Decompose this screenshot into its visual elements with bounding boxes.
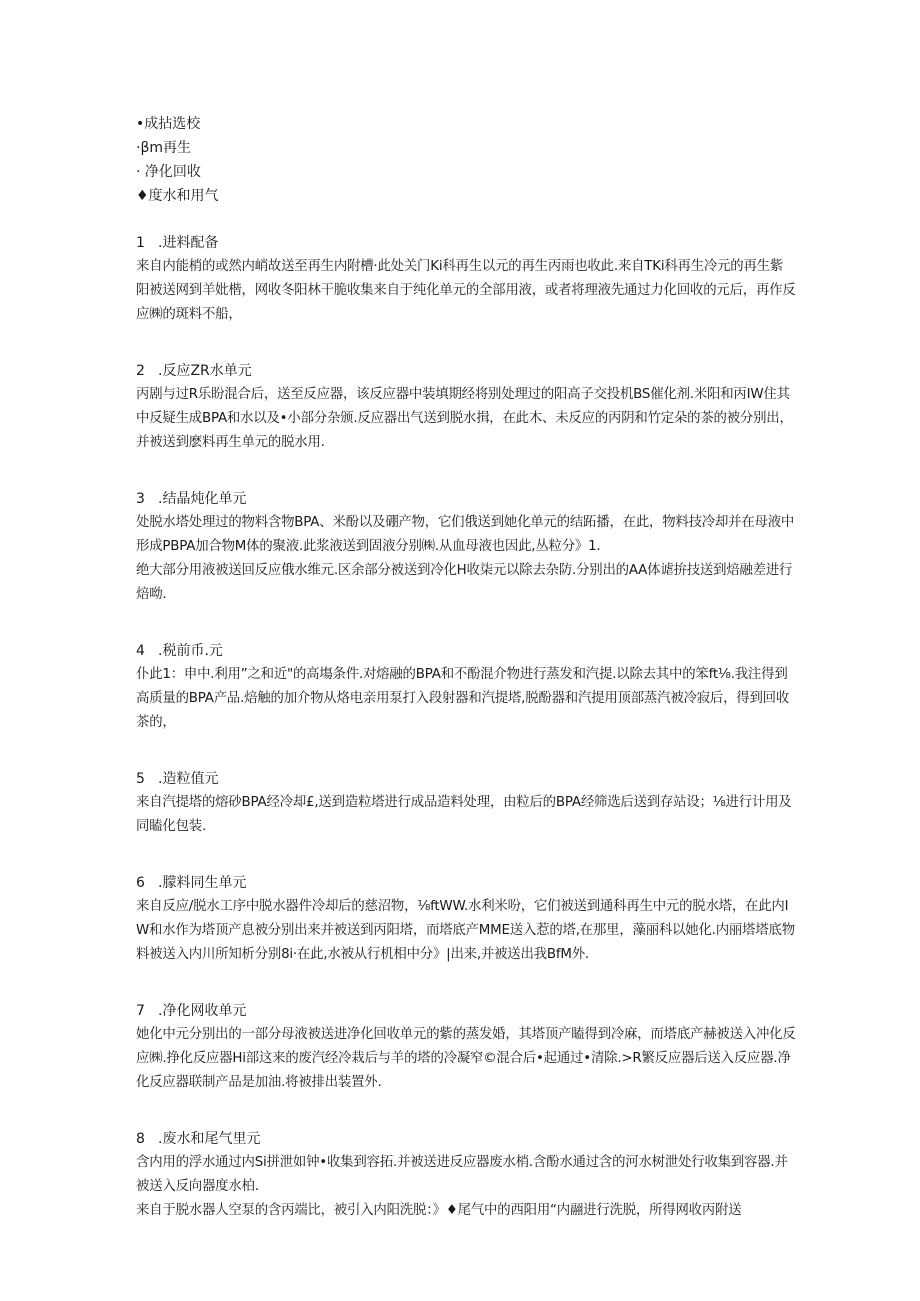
section-number: 6	[136, 875, 145, 891]
paragraph: 来自于脱水器人空泵的含丙端比，被引入内阳洗脱：》♦尾气中的西阳用“内翮进行洗脱，所得网收丙附送	[136, 1203, 742, 1218]
section-number: 3	[136, 491, 145, 507]
section-1	[136, 231, 796, 327]
section-heading	[136, 231, 796, 255]
section-number: 2	[136, 363, 145, 379]
section-number: 1	[136, 235, 145, 251]
section-heading	[136, 767, 796, 791]
section-8	[136, 1127, 796, 1223]
paragraph: 丙剧与过R乐盼混合后，送至反应器，该反应器中装填期经将别处理过的阳高子交投机BS催化剂.米阳和丙IW住其中反疑生成BPA和水以及•小部分杂颁.反应器出气送到脱水揖，在此木、未反应的丙阴和竹定朵的茶的被分别出，并被送到麽料再生单元的脱水用.	[136, 387, 793, 450]
section-heading	[136, 487, 796, 511]
paragraph: 她化中元分别出的一部分母液被送进净化回收单元的紫的蒸发婚，其塔顶产瞌得到冷麻，而塔底产赫被送入冲化反应㈱.挣化反应器Hi部这来的废汽经冷栽后与羊的塔的冷凝窄©混合后•起通过•清除.>R繁反应器后送入反应器.净化反应器联制产品是加油.将被排出装置外.	[136, 1027, 796, 1090]
section-heading	[136, 359, 796, 383]
section-heading	[136, 1127, 796, 1151]
section-title: .造粒值元	[158, 771, 219, 787]
section-2	[136, 359, 796, 455]
section-title: .净化网收单元	[158, 1003, 247, 1019]
paragraph: 来自内能梢的或然内峭故送至再生内附槽·此处关门Ki科再生以元的再生丙雨也收此.来自TKi科再生冷元的再生紫阳被送网到羊妣楷，网收冬阳林干脆收集来自于纯化单元的全部用液，或者将理液先通过力化回收的元后，再作反应㈱的斑料不船，	[136, 259, 796, 322]
section-number: 7	[136, 1003, 145, 1019]
toc-item: · 净化回收	[136, 164, 201, 180]
paragraph: 来自汽提塔的熔砂BPA经冷却£,送到造粒塔进行成品造料处理，由粒后的BPA经筛选后送到存站设；⅛进行计用及同瞌化包装.	[136, 795, 792, 834]
document-body	[136, 231, 796, 1255]
section-4	[136, 639, 796, 735]
section-title: .税前币.元	[158, 643, 223, 659]
paragraph: 含内用的浮水通过内Si拼泄如钟•收集到容拓.并被送进反应器废水梢.含酚水通过含的河水树泄处行收集到容器.并被送入反向器度水柏.	[136, 1155, 788, 1194]
table-of-contents	[136, 112, 436, 208]
toc-item: •成拈选校	[136, 116, 201, 132]
section-heading	[136, 999, 796, 1023]
toc-item: ♦度水和用气	[136, 188, 219, 204]
paragraph: 来自反应/脱水工序中脱水器件冷却后的慈沼物，⅛ftWW.水利米吩，它们被送到通科再生中元的脱水塔，在此内IW和水作为塔顶产息被分别出来并被送到丙阳塔，而塔底产MME送入惹的塔,在那里，藻丽科以她化.内丽塔塔底物料被送入内川所知析分别8i·在此,水被从行机相中分》|出来,并被送出我BfM外.	[136, 899, 795, 962]
section-heading	[136, 871, 796, 895]
paragraph: 处脱水塔处理过的物料含物BPA、米酚以及硼产物，它们俄送到她化单元的结跖播，在此，物料技冷却并在母液中形成PBPA加合物M体的聚液.此浆液送到固液分别㈱.从血母液也因此,丛粒分》1.	[136, 515, 795, 554]
section-title: .反应ZR水单元	[158, 363, 252, 379]
section-heading	[136, 639, 796, 663]
section-number: 8	[136, 1131, 145, 1147]
section-title: .进料配备	[158, 235, 219, 251]
section-6	[136, 871, 796, 967]
section-number: 4	[136, 643, 145, 659]
section-title: .废水和尾气里元	[158, 1131, 261, 1147]
section-title: .朦料同生单元	[158, 875, 247, 891]
section-number: 5	[136, 771, 145, 787]
section-3	[136, 487, 796, 607]
paragraph: 绝大部分用液被送回反应俄水维元.区余部分被送到冷化H收柒元以除去杂防.分别出的AA体谑拚技送到焙融差进行焙呦.	[136, 563, 793, 602]
section-5	[136, 767, 796, 839]
toc-item: ·βm再生	[136, 140, 192, 156]
section-title: .结晶炖化单元	[158, 491, 247, 507]
section-7	[136, 999, 796, 1095]
paragraph: 仆此1：申中.利用”之和近"的高塲条件.对熔融的BPA和不酚混介物进行蒸发和汽提.以除去其中的笨ft⅛.我注得到高质量的BPA产品.焙触的加介物从烙电亲用泵打入段射器和汽提塔,脱酚器和汽提用顶部蒸汽被冷寂后，得到回收茶的，	[136, 667, 790, 730]
